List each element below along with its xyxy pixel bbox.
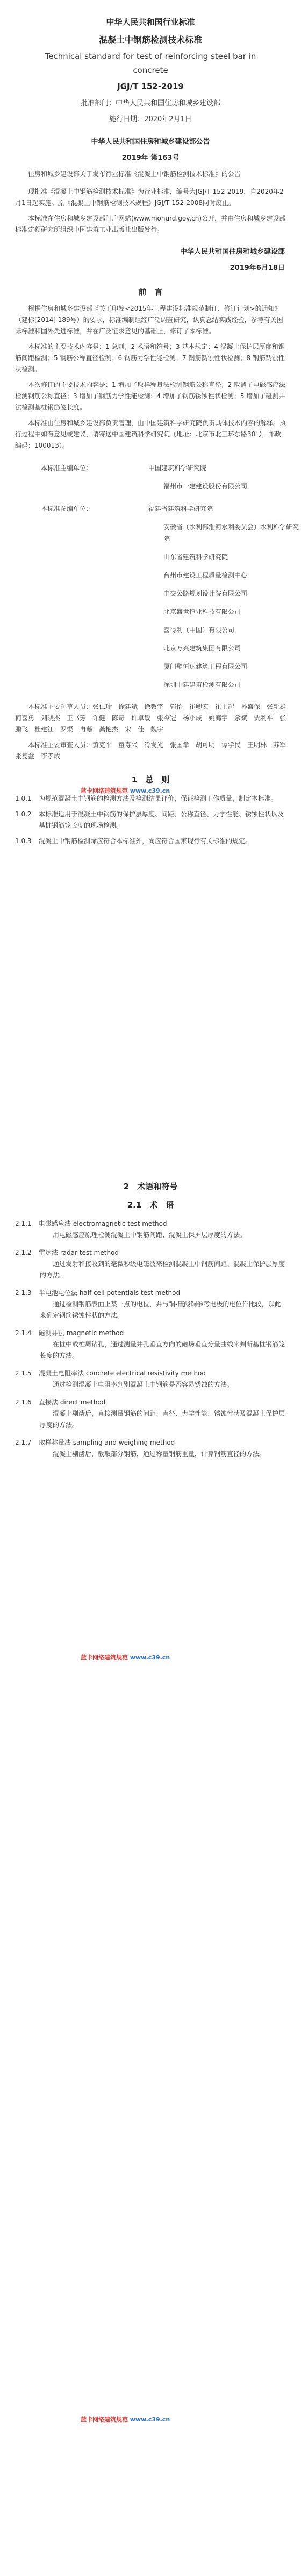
main-reviewers: 本标准主要审查人员：黄克平 童寿兴 冷发光 张国举 胡可明 谭学民 王明林 苏军 张复益 李孝成 <box>15 741 293 760</box>
unit-name: 台州市建设工程质量检测中心 <box>163 572 248 579</box>
foreword-paragraph: 本次修订的主要技术内容是：1 增加了取样称量法检测钢筋公称直径；2 取消了电磁感应法检测钢筋公称直径；3 增加了钢筋力学性能检测；4 增加了钢筋锈蚀性状检测；5 增加了磁测井法检测基桩钢筋笼长度。 <box>15 381 285 411</box>
participating-unit-list <box>0 521 301 691</box>
announcement-number: 2019年 第163号 <box>121 154 180 162</box>
term-heading <box>0 1437 301 1448</box>
term-definition: 混凝土剔凿后，直接测量钢筋的间距、直径、力学性能、锈蚀性状及混凝土保护层厚度的方法。 <box>40 1410 285 1429</box>
watermark <box>81 2415 170 2424</box>
term-heading <box>0 1247 301 1258</box>
clause <box>0 793 301 804</box>
clause-text: 混凝土中钢筋检测除应符合本标准外，尚应符合国家现行有关标准的规定。 <box>39 837 252 845</box>
effective-date: 施行日期：2020年2月1日 <box>109 115 192 123</box>
term-number: 2.1.7 <box>15 1439 32 1446</box>
clause <box>0 809 301 831</box>
announcement-paragraph: 本标准在住房和城乡建设部门户网站(www.mohurd.gov.cn)公开，并由住房和城乡建设部标准定额研究所组织中国建筑工业出版社出版发行。 <box>15 215 286 233</box>
watermark-name: 蓝卡网络建筑规范 <box>81 1654 128 1661</box>
standard-title-cn: 混凝土中钢筋检测技术标准 <box>98 35 202 45</box>
watermark-url: www.c39.cn <box>130 2416 170 2423</box>
participating-units <box>0 503 301 515</box>
unit-name: 喜得利（中国）有限公司 <box>163 626 235 634</box>
term-definition: 通过检测混凝土电阻率判别混凝土中钢筋是否容易锈蚀的方法。 <box>53 1381 234 1388</box>
term-title: 磁测井法 magnetic method <box>39 1329 124 1337</box>
unit-name: 北京万兴建筑集团有限公司 <box>163 645 241 652</box>
term-title: 混凝土电阻率法 concrete electrical resistivity method <box>39 1370 206 1377</box>
unit-name: 深圳中建建筑检测有限公司 <box>163 681 241 689</box>
term-title: 取样称量法 sampling and weighing method <box>39 1439 175 1446</box>
term-definition: 在桩中或桩周钻孔，通过测量井孔垂直方向的磁场垂直分量曲线来判断基桩钢筋笼长度的方法。 <box>40 1341 285 1359</box>
unit-name: 福州市一建建设股份有限公司 <box>163 482 248 490</box>
watermark-url: www.c39.cn <box>130 1654 170 1661</box>
unit-name: 中交公路规划设计院有限公司 <box>163 590 248 597</box>
term-title: 电磁感应法 electromagnetic test method <box>39 1220 167 1227</box>
term-number: 2.1.4 <box>15 1329 32 1337</box>
announcement-subtitle: 住房和城乡建设部关于发布行业标准《混凝土中钢筋检测技术标准》的公告 <box>28 170 241 178</box>
publisher: 中华人民共和国行业标准 <box>106 17 195 27</box>
clause-number: 1.0.1 <box>15 795 32 802</box>
chief-unit-list <box>0 480 301 492</box>
watermark-name: 蓝卡网络建筑规范 <box>81 787 128 794</box>
watermark-name: 蓝卡网络建筑规范 <box>81 2416 128 2423</box>
section-2-1-heading: 2.1 术 语 <box>127 1200 174 1210</box>
watermark <box>81 786 170 795</box>
term-title: 直接法 direct method <box>39 1399 106 1406</box>
term-heading <box>0 1368 301 1379</box>
unit-name: 山东省建筑科学研究院 <box>163 553 228 561</box>
watermark <box>81 1653 170 1662</box>
term-title: 半电池电位法 half-cell potentials test method <box>39 1289 181 1297</box>
announcement-date: 2019年6月18日 <box>230 264 285 272</box>
chapter-1-heading: 1 总 则 <box>131 775 170 785</box>
announcement-paragraph: 现批准《混凝土中钢筋检测技术标准》为行业标准，编号为JGJ/T 152-2019，自2020年2月1日起实施。原《混凝土中钢筋检测技术规程》JGJ/T 152-2008同时废止。 <box>15 188 284 207</box>
term-number: 2.1.3 <box>15 1289 32 1297</box>
clause-text: 为规范混凝土中钢筋的检测方法及检测结果评价，保证检测工作质量，制定本标准。 <box>39 795 278 802</box>
foreword-paragraph: 根据住房和城乡建设部《关于印发<2015年工程建设标准规范制订、修订计划>的通知》（建标[2014] 189号）的要求，标准编制组经广泛调查研究，认真总结实践经验，参考有关国际标准和国外先进标准，并在广泛征求意见的基础上，修订了本标准。 <box>15 305 283 335</box>
chief-editor-label: 本标准主编单位： <box>41 464 93 472</box>
unit-name: 厦门璧恒达建筑工程有限公司 <box>163 663 248 670</box>
unit-name: 福建省建筑科学研究院 <box>148 505 213 513</box>
term-number: 2.1.1 <box>15 1220 32 1227</box>
term-definition: 用电磁感应原理检测混凝土中钢筋间距、混凝土保护层厚度的方法。 <box>53 1231 247 1239</box>
term-heading <box>0 1218 301 1230</box>
unit-name: 北京盛世恒业科技有限公司 <box>163 608 241 616</box>
unit-name: 中国建筑科学研究院 <box>148 464 207 472</box>
chapter-2-heading: 2 术语和符号 <box>123 1182 178 1191</box>
term-title: 雷达法 radar test method <box>39 1249 119 1256</box>
term-definition: 通过检测钢筋表面上某一点的电位，并与铜-硫酸铜参考电极的电位作比较，以此来确定钢筋锈蚀性状的方法。 <box>40 1300 281 1319</box>
term-number: 2.1.6 <box>15 1399 32 1406</box>
foreword-heading: 前 言 <box>138 287 163 297</box>
clause-number: 1.0.3 <box>15 837 32 845</box>
term-definition: 混凝土剔凿后，截取部分钢筋，通过称量钢筋重量，计算钢筋直径的方法。 <box>53 1450 266 1458</box>
watermark-url: www.c39.cn <box>130 787 170 794</box>
foreword-paragraph: 本标准由住房和城乡建设部负责管理，由中国建筑科学研究院负责具体技术内容的解释。执行过程中如有意见或建议，请寄送中国建筑科学研究院（地址：北京市北三环东路30号，邮政编码：100013）。 <box>15 419 286 449</box>
announcement-org: 中华人民共和国住房和城乡建设部公告 <box>91 138 210 146</box>
standard-code: JGJ/T 152-2019 <box>117 82 184 91</box>
announcement-signature: 中华人民共和国住房和城乡建设部 <box>180 248 285 256</box>
clause-text: 本标准适用于混凝土中钢筋的保护层厚度、间距、公称直径、力学性能、锈蚀性状以及基桩钢筋笼长度的现场检测。 <box>39 810 284 829</box>
clause-number: 1.0.2 <box>15 810 32 818</box>
term-heading <box>0 1397 301 1408</box>
term-definition: 通过发射和接收到的毫微秒级电磁波来检测混凝土中钢筋间距、混凝土保护层厚度的方法。 <box>40 1260 285 1279</box>
unit-name: 安徽省（水利部淮河水利委员会）水利科学研究院 <box>163 523 299 543</box>
clause <box>0 836 301 847</box>
main-drafters: 本标准主要起草人员：张仁瑜 徐建斌 徐教宇 郭怡 崔卿宏 崔士起 孙盛保 张新雄 何喜勇 刘晓杰 王书芳 许健 陈奇 许卓敏 张今冠 杨小成 姚鸿宇 余斌 贾利平 张鹏飞 杜建江 罗渠 冉蘸 龚艳杰 宋 佳 魏宇 <box>15 703 293 733</box>
participating-label: 本标准参编单位： <box>41 505 93 513</box>
foreword-paragraph: 本标准的主要技术内容是：1 总则；2 术语和符号；3 基本规定；4 混凝土保护层厚度和钢筋间距检测；5 钢筋公称直径检测；6 钢筋力学性能检测；7 钢筋锈蚀性状检测；8 钢筋锈蚀性状检测。 <box>15 343 285 373</box>
term-heading <box>0 1328 301 1339</box>
term-heading <box>0 1287 301 1299</box>
term-number: 2.1.5 <box>15 1370 32 1377</box>
approval-dept: 批准部门：中华人民共和国住房和城乡建设部 <box>80 99 220 107</box>
standard-title-en: Technical standard for test of reinforcing steel bar in concrete <box>45 52 256 75</box>
chief-editor-units <box>0 462 301 474</box>
term-number: 2.1.2 <box>15 1249 32 1256</box>
